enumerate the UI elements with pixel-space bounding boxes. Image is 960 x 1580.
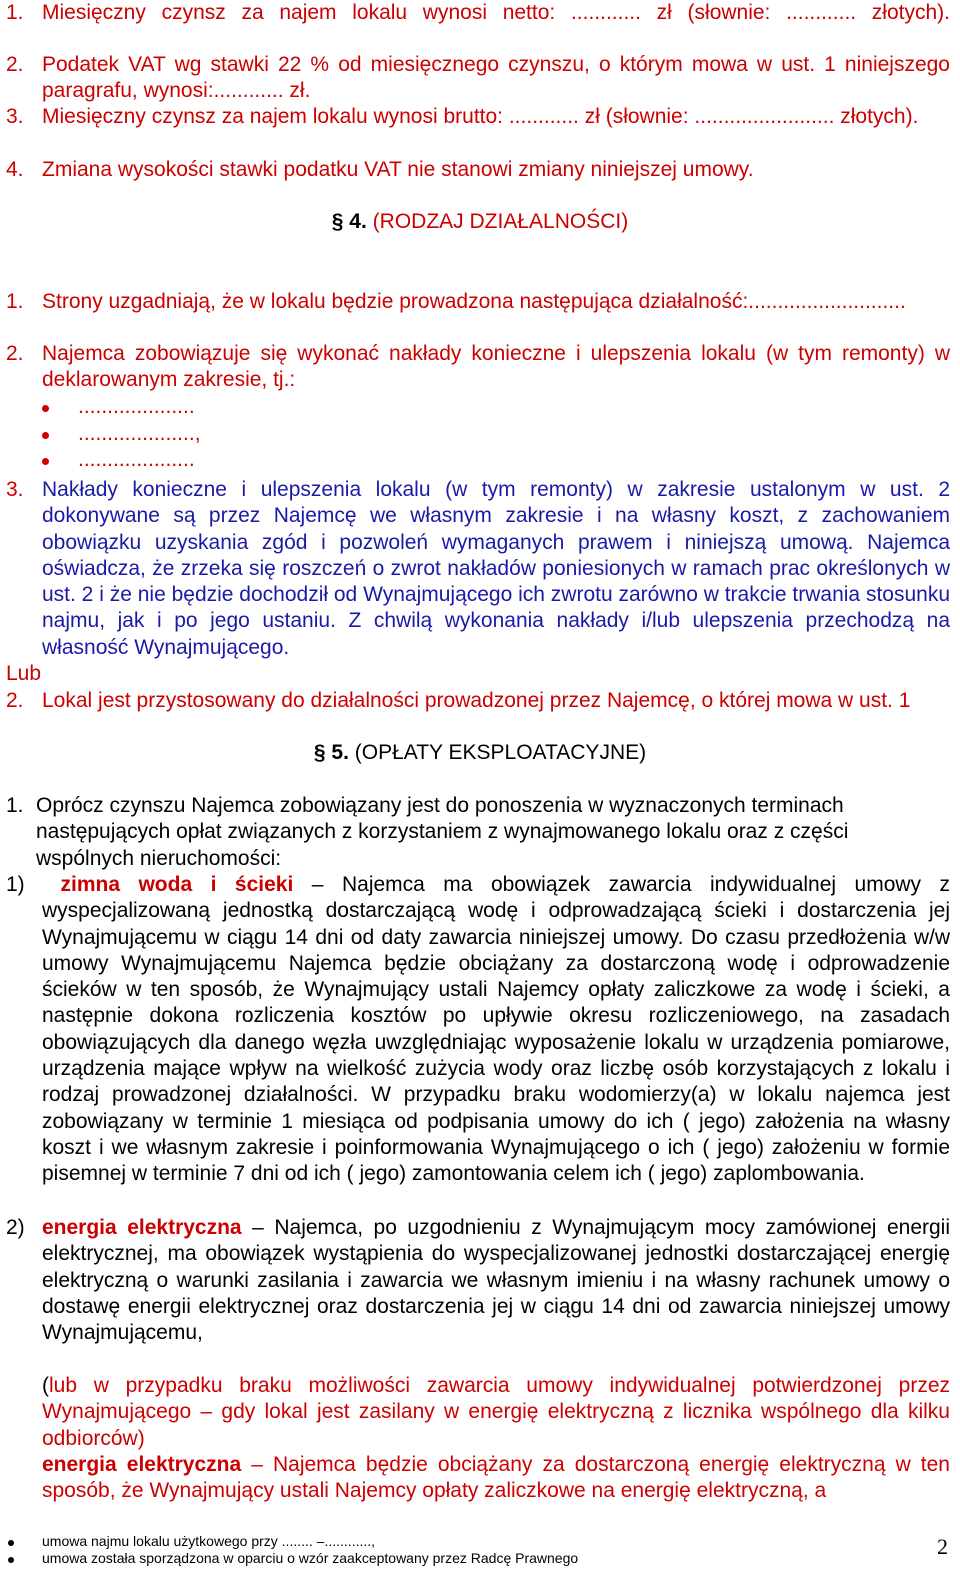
section-title: (OPŁATY EKSPLOATACYJNE) [354, 741, 647, 764]
electricity-item [6, 1215, 950, 1346]
electricity-alternative-note [42, 1373, 950, 1452]
item-number: 2. [6, 689, 24, 712]
activity-item [6, 289, 950, 315]
page-number: 2 [937, 1534, 948, 1559]
section-title: (RODZAJ DZIAŁALNOŚCI) [372, 210, 629, 233]
item-text: Strony uzgadniają, że w lokalu będzie prowadzona następująca działalność:........................... [42, 290, 906, 313]
premises-adapted-item [6, 688, 950, 714]
item-text [42, 872, 950, 1188]
section-4-heading [0, 209, 960, 235]
item-number: 1. [6, 1, 24, 24]
item-number: 3. [6, 105, 24, 128]
bullet-icon [42, 458, 49, 465]
item-number: 1. [6, 794, 24, 817]
item-number: 2. [6, 342, 24, 365]
outlays-item [6, 341, 950, 394]
fee-description: Najemca ma obowiązek zawarcia indywidualnej umowy z wyspecjalizowaną jednostką dostarczającą wodę i odprowadzającą ścieki i dostarczenia jej Wynajmującemu w ciągu 14 dni od daty zawarcia niniejszej umowy. Do czasu przedłożenia w/w umowy Wynajmującemu Najemca będzie obciążany za dostarczoną wodę i odprowadzenie ścieków w ten sposób, że Wynajmujący ustali Najemcy opłaty zaliczkowe za wodę i ścieki, a następnie dokona rozliczenia kosztów po upływie okresu rozliczeniowego, na zasadach obowiązujących dla danego węzła uwzględniając wyposażenie lokalu w urządzenia pomiarowe, urządzenia mające wpływ na wielkość zużycia wody oraz liczbę osób korzystających z lokalu i rodzaj prowadzonej działalności. W przypadku braku wodomierzy(a) w lokalu najemca jest zobowiązany w terminie 1 miesiąca od podpisania umowy do ich ( jego) założenia na własny koszt i we własnym zakresie i poinformowania Wynajmującego o ich ( jego) założeniu w formie pisemnej w terminie 7 dni od ich ( jego) zamontowania celem ich ( jego) zaplombowania. [42, 873, 951, 1186]
item-number: 2) [6, 1216, 25, 1239]
item-text: Najemca zobowiązuje się wykonać nakłady konieczne i ulepszenia lokalu (w tym remonty) w deklarowanym zakresie, tj.: [42, 342, 950, 392]
rent-gross-item [6, 104, 950, 130]
section-5-heading [0, 740, 960, 766]
item-number: 1) [6, 873, 25, 896]
footer-line-2: umowa została sporządzona w oparciu o wzór zaakceptowany przez Radcę Prawnego [42, 1550, 579, 1566]
alternative-label: Lub [6, 662, 42, 685]
item-number: 3. [6, 478, 24, 501]
vat-change-item [6, 157, 950, 183]
dash: – [251, 1453, 263, 1476]
item-text: Miesięczny czynsz za najem lokalu wynosi brutto: ............ zł (słownie: ........................ złotych). [42, 105, 919, 128]
bullet-icon [42, 405, 49, 412]
note-text: lub w przypadku braku możliwości zawarcia umowy indywidualnej potwierdzonej przez Wynajmującego – gdy lokal jest zasilany w energię elektryczną z licznika wspólnego dla kilku odbiorców) [42, 1374, 950, 1450]
item-text: Miesięczny czynsz za najem lokalu wynosi netto: ............ zł (słownie: ............ złotych). [42, 1, 950, 24]
item-text: Oprócz czynszu Najemca zobowiązany jest do ponoszenia w wyznaczonych terminach następujących opłat związanych z korzystaniem z wynajmowanego lokalu oraz z części wspólnych nieruchomości: [36, 794, 849, 870]
item-text: Lokal jest przystosowany do działalności prowadzonej przez Najemcę, o której mowa w ust. 1 [42, 689, 911, 712]
item-text [42, 1215, 950, 1346]
dash: – [311, 873, 324, 896]
paren-open: ( [42, 1374, 49, 1397]
item-number: 1. [6, 290, 24, 313]
vat-item [6, 52, 950, 105]
footer-line-1: umowa najmu lokalu użytkowego przy ........ –............, [42, 1533, 376, 1549]
fee-term: energia elektryczna [42, 1453, 242, 1476]
bullet-item: .................... [78, 448, 195, 471]
rent-net-item [6, 0, 950, 26]
item-number: 2. [6, 53, 24, 76]
fee-term: energia elektryczna [42, 1216, 242, 1239]
outlays-detail-item [6, 477, 950, 661]
bullet-item: .................... [78, 395, 195, 418]
bullet-item: ...................., [78, 422, 201, 445]
item-number: 4. [6, 158, 24, 181]
dash: – [252, 1216, 264, 1239]
electricity-alternative-item [42, 1452, 950, 1505]
bullet-icon [42, 432, 49, 439]
fee-description: Najemca, po uzgodnieniu z Wynajmującym mocy zamówionej energii elektrycznej, ma obowiązek wystąpienia do wyspecjalizowanej jednostki dostarczającej energię elektryczną o warunki zasilania i zawarcia we własnym imieniu i na własny rachunek umowy o dostawę energii elektrycznej oraz dostarczenia jej w ciągu 14 dni od zawarcia niniejszej umowy Wynajmującemu, [42, 1216, 950, 1345]
fee-term: zimna woda i ścieki [60, 873, 294, 896]
section-number: § 5. [313, 741, 349, 764]
item-text: Nakłady konieczne i ulepszenia lokalu (w tym remonty) w zakresie ustalonym w ust. 2 dokonywane są przez Najemcę we własnym zakresie i na własny koszt, z zachowaniem obowiązku uzyskania zgód i pozwoleń wymaganych prawem i niniejszą umową. Najemca oświadcza, że zrzeka się roszczeń o zwrot nakładów poniesionych w ramach prac określonych w ust. 2 i że nie będzie dochodził od Wynajmującego ich zwrotu zarówno w trakcie trwania stosunku najmu, jak i po jego ustaniu. Z chwilą wykonania nakłady i/lub ulepszenia przechodzą na własność Wynajmującego. [42, 478, 950, 659]
operating-fees-intro [6, 793, 950, 872]
footer-bullet-icon [8, 1540, 14, 1546]
water-sewage-item [6, 872, 950, 1188]
item-text: Podatek VAT wg stawki 22 % od miesięcznego czynszu, o którym mowa w ust. 1 niniejszego paragrafu, wynosi:............ zł. [42, 53, 950, 103]
section-number: § 4. [331, 210, 367, 233]
fee-description: Najemca będzie obciążany za dostarczoną energię elektryczną w ten sposób, że Wynajmujący ustali Najemcy opłaty zaliczkowe na energię elektryczną, a [42, 1453, 950, 1503]
footer-bullet-icon [8, 1557, 14, 1563]
item-text: Zmiana wysokości stawki podatku VAT nie stanowi zmiany niniejszej umowy. [42, 158, 754, 181]
